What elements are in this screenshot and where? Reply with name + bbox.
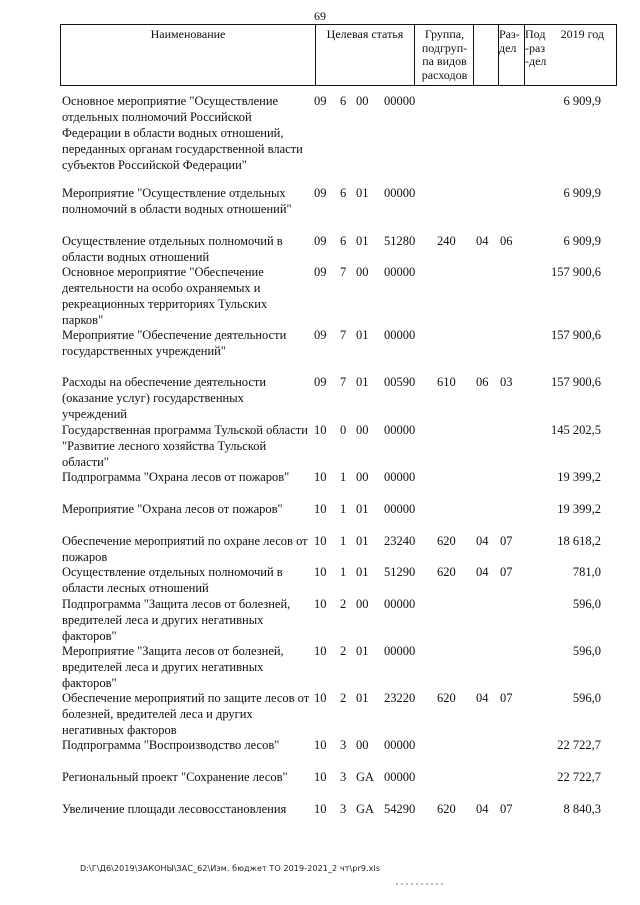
cs-subprogram: 6: [340, 234, 347, 248]
cs-event: 00: [356, 597, 369, 611]
cs-event: 01: [356, 375, 369, 389]
header-subsection: Под-раз-дел: [525, 27, 547, 68]
cs-subprogram: 7: [340, 375, 347, 389]
cs-event: 01: [356, 234, 369, 248]
cs-program: 09: [314, 94, 327, 108]
cs-direction: 54290: [384, 802, 416, 816]
column-divider: [473, 25, 474, 85]
amount-2019: 596,0: [572, 644, 601, 658]
subsection: 07: [500, 565, 513, 579]
cs-program: 10: [314, 691, 327, 705]
cs-direction: 51290: [384, 565, 416, 579]
amount-2019: 22 722,7: [557, 770, 601, 784]
cs-program: 10: [314, 644, 327, 658]
section: 04: [476, 802, 489, 816]
row-name: Увеличение площади лесовосстановления: [62, 802, 287, 816]
subsection: 07: [500, 534, 513, 548]
cs-direction: 00000: [384, 328, 416, 342]
amount-2019: 22 722,7: [557, 738, 601, 752]
cs-program: 10: [314, 738, 327, 752]
cs-event: 00: [356, 423, 369, 437]
amount-2019: 157 900,6: [551, 328, 601, 342]
row-name: Подпрограмма "Охрана лесов от пожаров": [62, 470, 290, 484]
cs-program: 10: [314, 502, 327, 516]
row-name: Расходы на обеспечение деятельности (оказание услуг) государственных учреждений: [62, 375, 267, 421]
subsection: 03: [500, 375, 513, 389]
cs-program: 10: [314, 534, 327, 548]
header-target-article: Целевая статья: [326, 27, 404, 41]
cs-event: 01: [356, 328, 369, 342]
cs-subprogram: 1: [340, 534, 347, 548]
row-name: Осуществление отдельных полномочий в области лесных отношений: [62, 565, 283, 595]
section: 04: [476, 691, 489, 705]
cs-direction: 23220: [384, 691, 416, 705]
cs-subprogram: 1: [340, 565, 347, 579]
cs-program: 10: [314, 802, 327, 816]
cs-event: GA: [356, 770, 375, 784]
amount-2019: 145 202,5: [551, 423, 601, 437]
cs-event: 01: [356, 186, 369, 200]
cs-event: 00: [356, 265, 369, 279]
expense-group: 620: [437, 691, 456, 705]
subsection: 06: [500, 234, 513, 248]
amount-2019: 596,0: [572, 597, 601, 611]
cs-subprogram: 6: [340, 94, 347, 108]
cs-direction: 00000: [384, 470, 416, 484]
cs-program: 10: [314, 423, 327, 437]
cs-direction: 00000: [384, 94, 416, 108]
section: 06: [476, 375, 489, 389]
row-name: Основное мероприятие "Осуществление отдельных полномочий Российской Федерации в области водных отношений, переданных органам государственной власти субъектов Российской Федерации": [62, 94, 303, 172]
cs-subprogram: 0: [340, 423, 347, 437]
cs-program: 10: [314, 597, 327, 611]
header-section: Раз-дел: [499, 27, 520, 55]
cs-direction: 00590: [384, 375, 416, 389]
cs-direction: 00000: [384, 738, 416, 752]
cs-subprogram: 2: [340, 597, 347, 611]
subsection: 07: [500, 691, 513, 705]
row-name: Обеспечение мероприятий по охране лесов от пожаров: [62, 534, 308, 564]
cs-subprogram: 2: [340, 691, 347, 705]
cs-subprogram: 6: [340, 186, 347, 200]
cs-subprogram: 7: [340, 265, 347, 279]
row-name: Подпрограмма "Воспроизводство лесов": [62, 738, 280, 752]
amount-2019: 18 618,2: [557, 534, 601, 548]
cs-program: 10: [314, 770, 327, 784]
section: 04: [476, 234, 489, 248]
header-name: Наименование: [150, 27, 226, 41]
row-name: Осуществление отдельных полномочий в области водных отношений: [62, 234, 283, 264]
cs-subprogram: 3: [340, 738, 347, 752]
section: 04: [476, 534, 489, 548]
expense-group: 620: [437, 565, 456, 579]
cs-subprogram: 1: [340, 502, 347, 516]
cs-event: 01: [356, 644, 369, 658]
cs-event: 01: [356, 502, 369, 516]
cs-direction: 51280: [384, 234, 416, 248]
cs-program: 09: [314, 265, 327, 279]
header-expense-group: Группа, подгруп-па видов расходов: [421, 27, 468, 82]
cs-subprogram: 3: [340, 770, 347, 784]
amount-2019: 596,0: [572, 691, 601, 705]
amount-2019: 157 900,6: [551, 375, 601, 389]
row-name: Региональный проект "Сохранение лесов": [62, 770, 288, 784]
amount-2019: 8 840,3: [563, 802, 601, 816]
amount-2019: 19 399,2: [557, 470, 601, 484]
column-divider: [414, 25, 415, 85]
cs-subprogram: 1: [340, 470, 347, 484]
subsection: 07: [500, 802, 513, 816]
file-path-footer: D:\Г\Д6\2019\ЗАКОНЫ\ЗАС_62\Изм. бюджет ТО 2019-2021_2 чт\pr9.xls: [80, 864, 381, 873]
cs-event: 01: [356, 534, 369, 548]
cs-program: 09: [314, 234, 327, 248]
amount-2019: 157 900,6: [551, 265, 601, 279]
row-name: Мероприятие "Охрана лесов от пожаров": [62, 502, 283, 516]
cs-event: GA: [356, 802, 375, 816]
row-name: Основное мероприятие "Обеспечение деятельности на особо охраняемых и рекреационных территориях Тульских парков": [62, 265, 268, 327]
page-number: 69: [314, 9, 326, 23]
cs-direction: 00000: [384, 597, 416, 611]
table-header: [60, 24, 617, 86]
amount-2019: 6 909,9: [563, 94, 601, 108]
row-name: Подпрограмма "Защита лесов от болезней, вредителей леса и других негативных факторов": [62, 597, 291, 643]
cs-event: 01: [356, 565, 369, 579]
cs-program: 09: [314, 328, 327, 342]
section: 04: [476, 565, 489, 579]
row-name: Мероприятие "Осуществление отдельных полномочий в области водных отношений": [62, 186, 292, 216]
scan-artifact: [396, 883, 444, 885]
row-name: Мероприятие "Защита лесов от болезней, вредителей леса и других негативных факторов": [62, 644, 284, 690]
cs-event: 00: [356, 470, 369, 484]
amount-2019: 6 909,9: [563, 186, 601, 200]
cs-program: 10: [314, 470, 327, 484]
cs-direction: 00000: [384, 423, 416, 437]
expense-group: 620: [437, 534, 456, 548]
cs-subprogram: 7: [340, 328, 347, 342]
amount-2019: 781,0: [572, 565, 601, 579]
cs-program: 09: [314, 375, 327, 389]
cs-direction: 00000: [384, 265, 416, 279]
cs-subprogram: 2: [340, 644, 347, 658]
cs-direction: 00000: [384, 644, 416, 658]
amount-2019: 6 909,9: [563, 234, 601, 248]
row-name: Мероприятие "Обеспечение деятельности государственных учреждений": [62, 328, 287, 358]
expense-group: 620: [437, 802, 456, 816]
row-name: Государственная программа Тульской области "Развитие лесного хозяйства Тульской области": [62, 423, 308, 469]
cs-direction: 00000: [384, 770, 416, 784]
cs-event: 00: [356, 94, 369, 108]
header-year: 2019 год: [560, 27, 604, 41]
cs-event: 01: [356, 691, 369, 705]
cs-direction: 00000: [384, 186, 416, 200]
expense-group: 610: [437, 375, 456, 389]
cs-program: 10: [314, 565, 327, 579]
row-name: Обеспечение мероприятий по защите лесов от болезней, вредителей леса и других негативных факторов: [62, 691, 310, 737]
expense-group: 240: [437, 234, 456, 248]
cs-subprogram: 3: [340, 802, 347, 816]
amount-2019: 19 399,2: [557, 502, 601, 516]
cs-program: 09: [314, 186, 327, 200]
cs-direction: 23240: [384, 534, 416, 548]
cs-direction: 00000: [384, 502, 416, 516]
cs-event: 00: [356, 738, 369, 752]
